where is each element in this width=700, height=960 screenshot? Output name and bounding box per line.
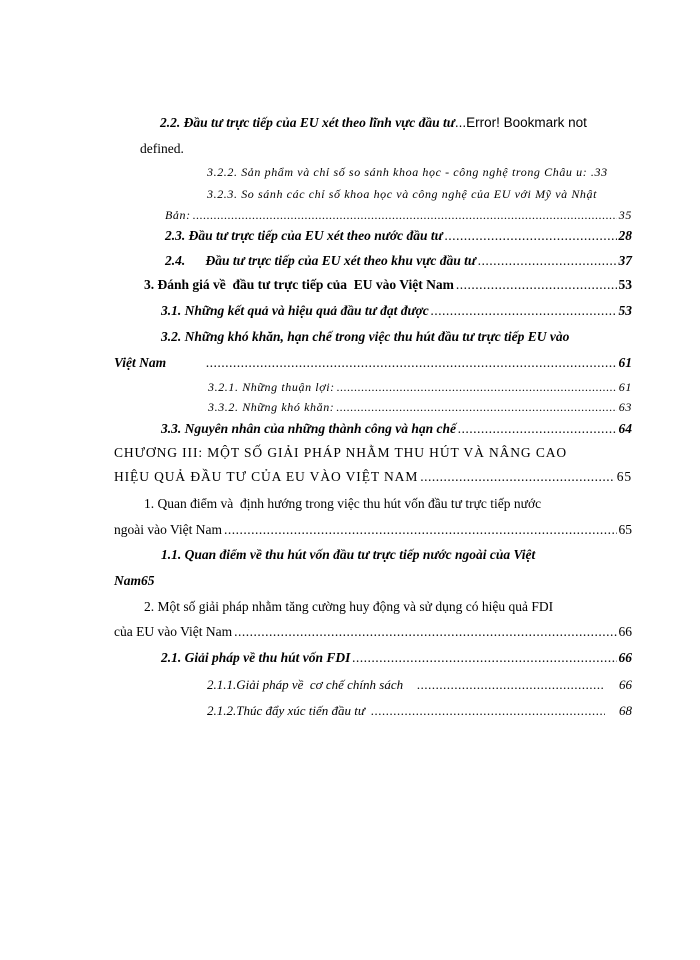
toc-entry-1-cont[interactable] (114, 521, 632, 539)
toc-label: 2.3. Đầu tư trực tiếp của EU xét theo nước đầu tư (165, 228, 443, 243)
toc-label: 2.1.1.Giải pháp về cơ chế chính sách (207, 677, 404, 692)
toc-entry-2-1[interactable] (161, 649, 632, 667)
toc-page-number: 65 (618, 522, 632, 537)
toc-leader (371, 702, 605, 720)
toc-page-number: 66 (618, 624, 632, 639)
toc-entry-3-2-1[interactable] (208, 378, 632, 396)
toc-label: 2. Một số giải pháp nhằm tăng cường huy động và sử dụng có hiệu quả FDI (144, 599, 554, 614)
toc-label: 3. Đánh giá về đầu tư trực tiếp của EU vào Việt Nam (144, 277, 454, 292)
toc-label: 3.3. Nguyên nhân của những thành công và hạn chế (161, 421, 457, 436)
toc-page-number: 35 (618, 208, 632, 222)
toc-leader (458, 420, 616, 438)
toc-leader (336, 398, 616, 416)
toc-leader (337, 378, 617, 396)
toc-page-number: 68 (619, 703, 632, 718)
toc-entry-2-1-1[interactable] (207, 676, 632, 694)
toc-leader (456, 276, 617, 294)
toc-label: 1.1. Quan điểm về thu hút vốn đầu tư trực tiếp nước ngoài của Việt (161, 547, 536, 562)
toc-page-number: 64 (618, 421, 632, 436)
toc-entry-1-1-cont[interactable] (114, 572, 155, 590)
toc-label: ngoài vào Việt Nam (114, 522, 223, 537)
toc-entry-2-3[interactable] (165, 227, 632, 245)
toc-entry-2[interactable] (144, 598, 636, 616)
toc-label: Việt Nam (114, 355, 167, 370)
toc-page-number: 66 (618, 650, 632, 665)
toc-label: Nam65 (114, 573, 155, 588)
toc-label: 2.2. Đầu tư trực tiếp của EU xét theo lĩnh vực đầu tư (160, 115, 455, 130)
toc-entry-2-4[interactable] (165, 252, 632, 270)
toc-entry-2-2-cont (140, 140, 184, 158)
toc-label: 3.2.2. Sản phẩm và chỉ số so sánh khoa học - công nghệ trong Châu u: .33 (207, 165, 608, 179)
toc-entry-3-2[interactable] (161, 328, 635, 346)
toc-label: của EU vào Việt Nam (114, 624, 233, 639)
toc-label: 3.3.2. Những khó khăn: (208, 400, 335, 414)
toc-leader (234, 623, 616, 641)
toc-page-number: 65 (616, 469, 632, 484)
toc-entry-3-2-2[interactable] (207, 163, 629, 181)
toc-entry-chapter-3[interactable] (114, 444, 600, 462)
toc-entry-chapter-3-cont[interactable] (114, 468, 632, 486)
toc-entry-2-2[interactable] (160, 114, 638, 132)
toc-label: Bản: (165, 208, 191, 222)
toc-label: 3.2.3. So sánh các chỉ số khoa học và công nghệ của EU với Mỹ và Nhật (207, 187, 598, 201)
toc-leader (193, 206, 617, 224)
toc-entry-3-2-cont[interactable] (114, 354, 632, 372)
toc-leader (224, 521, 616, 539)
toc-label: 2.4. Đầu tư trực tiếp của EU xét theo khu vực đầu tư (165, 253, 476, 268)
toc-label: HIỆU QUẢ ĐẦU TƯ CỦA EU VÀO VIỆT NAM (114, 469, 419, 484)
toc-entry-3-2-3-cont[interactable] (165, 206, 632, 224)
toc-label: 3.2.1. Những thuận lợi: (208, 380, 335, 394)
toc-entry-3-3-2[interactable] (208, 398, 632, 416)
toc-entry-1-1[interactable] (161, 546, 591, 564)
toc-page-number: 61 (618, 380, 632, 394)
toc-label: 3.2. Những khó khăn, hạn chế trong việc thu hút đầu tư trực tiếp EU vào (161, 329, 570, 344)
toc-page-number: 53 (618, 277, 632, 292)
toc-leader (445, 227, 617, 245)
toc-leader (417, 676, 605, 694)
toc-leader (206, 354, 616, 372)
toc-page-number: 53 (618, 303, 632, 318)
toc-label: 2.1.2.Thúc đẩy xúc tiến đầu tư (207, 703, 366, 718)
toc-entry-3[interactable] (144, 276, 632, 294)
toc-leader (478, 252, 617, 270)
toc-entry-2-cont[interactable] (114, 623, 632, 641)
toc-entry-3-1[interactable] (161, 302, 632, 320)
toc-leader (420, 468, 614, 486)
toc-label: 3.1. Những kết quả và hiệu quả đầu tư đạt được (161, 303, 429, 318)
toc-label: 2.1. Giải pháp về thu hút vốn FDI (161, 650, 351, 665)
toc-entry-3-2-3[interactable] (207, 185, 631, 203)
toc-page-number: 61 (618, 355, 632, 370)
toc-label: 1. Quan điểm và định hướng trong việc thu hút vốn đầu tư trực tiếp nước (144, 496, 542, 511)
toc-page-number: 28 (618, 228, 632, 243)
toc-error-text: ...Error! Bookmark not (454, 115, 587, 130)
toc-entry-3-3[interactable] (161, 420, 632, 438)
toc-label: defined. (140, 141, 184, 156)
toc-leader (431, 302, 617, 320)
toc-label: CHƯƠNG III: MỘT SỐ GIẢI PHÁP NHẰM THU HÚT VÀ NÂNG CAO (114, 445, 568, 460)
toc-entry-1[interactable] (144, 495, 636, 513)
toc-page-number: 37 (618, 253, 632, 268)
toc-page-number: 66 (619, 677, 632, 692)
toc-entry-2-1-2[interactable] (207, 702, 632, 720)
toc-leader (352, 649, 616, 667)
toc-page-number: 63 (618, 400, 632, 414)
